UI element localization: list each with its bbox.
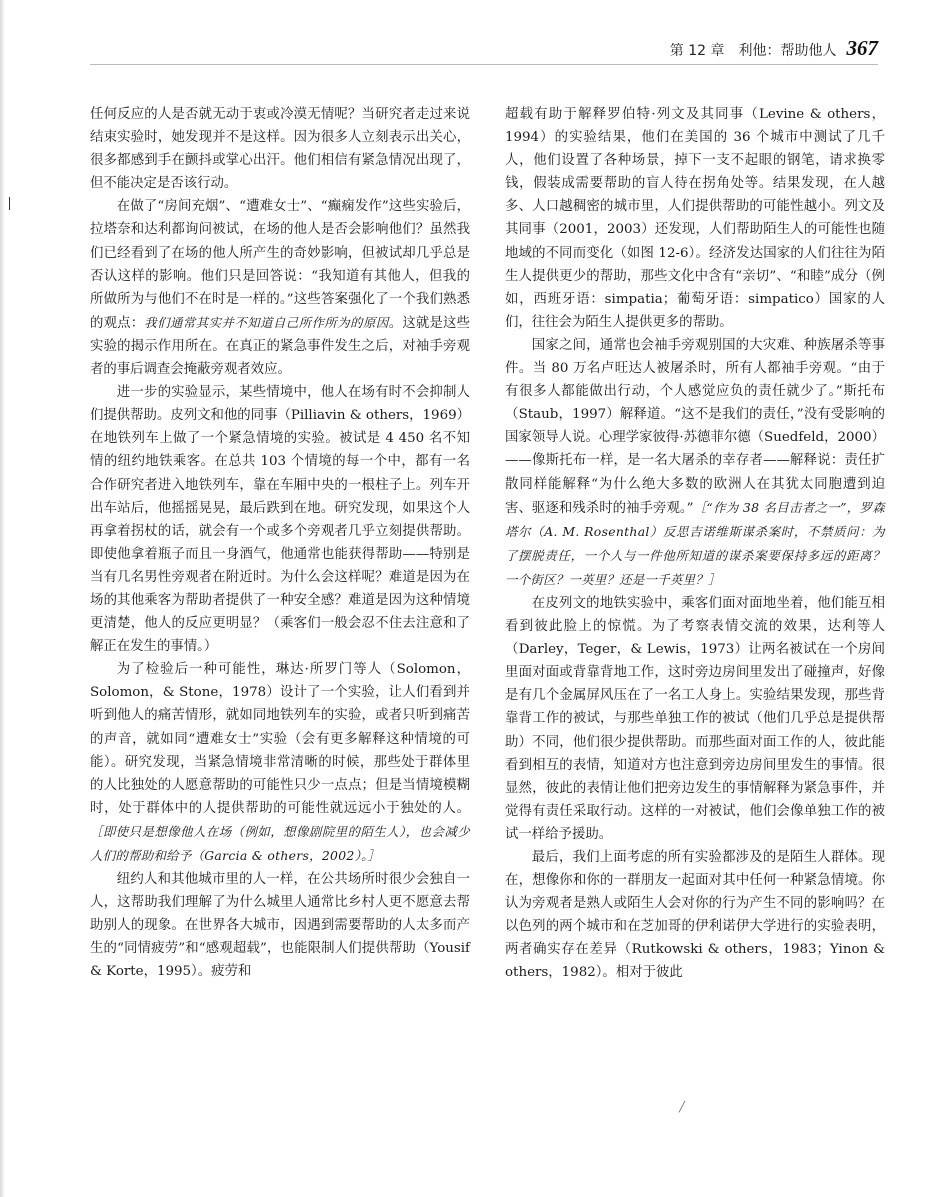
paragraph: 最后，我们上面考虑的所有实验都涉及的是陌生人群体。现在，想像你和你的一群朋友一起面对其中任何一种紧急情境。你认为旁观者是熟人或陌生人会对你的行为产生不同的影响吗？在以色列的两个城市和在芝加哥的伊利诺伊大学进行的实验表明，两者确实存在差异（Rutkowski & others，1983；Yinon & others，1982）。相对于彼此	[505, 850, 885, 981]
bracket-note: ［“作为 38 名目击者之一”，罗森塔尔（A. M. Rosenthal）反思吉诺维斯谋杀案时，不禁质问：为了摆脱责任，一个人与一件他所知道的谋杀案要保持多远的距离？一个街区？一英里？还是一千英里？］	[505, 499, 885, 587]
page-edge-shadow	[0, 0, 5, 1197]
header-rule	[90, 64, 878, 65]
paragraph	[505, 334, 885, 592]
scan-artifact-mark: ╱	[679, 1102, 686, 1113]
right-column	[505, 103, 885, 985]
chapter-title: 第 12 章 利他：帮助他人	[669, 43, 837, 59]
page-number: 367	[846, 36, 878, 60]
left-column	[90, 103, 470, 984]
paragraph-text: 在做了“房间充烟”、“遭难女士”、“癫痫发作”这些实验后，拉塔奈和达利都询问被试，在场的他人是否会影响他们？虽然我们已经看到了在场的他人所产生的奇妙影响，但被试却几乎总是否认这样的影响。他们只是回答说：“我知道有其他人，但我的所做所为与他们不在时是一样的。”这些答案强化了一个我们熟悉的观点：	[90, 199, 470, 331]
running-header	[670, 36, 878, 61]
paragraph	[90, 658, 470, 868]
paragraph-text: 。这就是这些实验的揭示作用所在。在真正的紧急事件发生之后，对袖手旁观者的事后调查会掩蔽旁观者效应。	[90, 315, 471, 378]
paragraph: 纽约人和其他城市里的人一样，在公共场所时很少会独自一人，这帮助我们理解了为什么城里人通常比乡村人更不愿意去帮助别人的现象。在世界各大城市，因遇到需要帮助的人太多而产生的“同情疲劳”和“感观超载”，也能限制人们提供帮助（Yousif & Korte，1995）。疲劳和	[90, 872, 470, 980]
paragraph	[90, 195, 470, 381]
paragraph: 超载有助于解释罗伯特·列文及其同事（Levine & others，1994）的实验结果，他们在美国的 36 个城市中测试了几千人，他们设置了各种场景，掉下一支不起眼的钢笔，请求换零钱，假装成需要帮助的盲人待在拐角处等。结果发现，在人越多、人口越稠密的城市里，人们提供帮助的可能性越小。列文及其同事（2001，2003）还发现，人们帮助陌生人的可能性也随地域的不同而变化（如图 12-6）。经济发达国家的人们往往为陌生人提供更少的帮助，那些文化中含有“亲切”、“和睦”成分（例如，西班牙语：simpatia；葡萄牙语：simpatico）国家的人们，往往会为陌生人提供更多的帮助。	[505, 107, 885, 330]
paragraph-text: 为了检验后一种可能性，琳达·所罗门等人（Solomon，Solomon，& Stone，1978）设计了一个实验，让人们看到并听到他人的痛苦情形，就如同地铁列车的实验，或者只听到痛苦的声音，就如同“遭难女士”实验（会有更多解释这种情境的可能）。研究发现，当紧急情境非常清晰的时候，那些处于群体里的人比独处的人愿意帮助的可能性只少一点点；但是当情境模糊时，处于群体中的人提供帮助的可能性就远远小于独处的人。	[90, 662, 470, 816]
paragraph: 在皮列文的地铁实验中，乘客们面对面地坐着，他们能互相看到彼此脸上的惊慌。为了考察表情交流的效果，达利等人（Darley，Teger，& Lewis，1973）让两名被试在一个房间里面对面或背靠背地工作，这时旁边房间里发出了碰撞声，好像是有几个金属屏风压在了一名工人身上。实验结果发现，那些背靠背工作的被试，与那些单独工作的被试（他们几乎总是提供帮助）不同，他们很少提供帮助。而那些面对面工作的人，彼此能看到相互的表情，知道对方也注意到旁边房间里发生的事情。很显然，彼此的表情让他们把旁边发生的事情解释为紧急事件，并觉得有责任采取行动。这样的一对被试，他们会像单独工作的被试一样给予援助。	[505, 595, 885, 842]
paragraph: 进一步的实验显示，某些情境中，他人在场有时不会抑制人们提供帮助。皮列文和他的同事（Pilliavin & others，1969）在地铁列车上做了一个紧急情境的实验。被试是 4 450 名不知情的纽约地铁乘客。在总共 103 个情境的每一个中，都有一名合作研究者进入地铁列车，靠在车厢中央的一根柱子上。列车开出车站后，他摇摇晃晃，最后跌到在地。研究发现，如果这个人再拿着拐杖的话，就会有一个或多个旁观者几乎立刻提供帮助。即使他拿着瓶子而且一身酒气，他通常也能获得帮助——特别是当有几名男性旁观者在附近时。为什么会这样呢？难道是因为在场的其他乘客为帮助者提供了一种安全感？难道是因为这种情境更清楚，他人的反应更明显？（乘客们一般会忍不住去注意和了解正在发生的事情。）	[90, 385, 471, 655]
margin-mark	[9, 197, 10, 210]
italic-emphasis: 我们通常其实并不知道自己所作所为的原因	[144, 314, 389, 330]
paragraph-text: 国家之间，通常也会袖手旁观别国的大灾难、种族屠杀等事件。当 80 万名卢旺达人被屠杀时，所有人都袖手旁观。“由于有很多人都能做出行动，个人感觉应负的责任就少了。”斯托布（Staub，1997）解释道。“这不是我们的责任，”没有受影响的国家领导人说。心理学家彼得·苏德菲尔德（Suedfeld，2000）——像斯托布一样，是一名大屠杀的幸存者——解释说：责任扩散同样能解释“为什么绝大多数的欧洲人在其犹太同胞遭到迫害、驱逐和残杀时的袖手旁观。”	[505, 337, 885, 516]
paragraph: 任何反应的人是否就无动于衷或冷漠无情呢？当研究者走过来说结束实验时，她发现并不是这样。因为很多人立刻表示出关心，很多都感到手在颤抖或掌心出汗。他们相信有紧急情况出现了，但不能决定是否该行动。	[90, 107, 470, 192]
bracket-note: ［即使只是想像他人在场（例如，想像剧院里的陌生人），也会减少人们的帮助和给予（Garcia & others，2002）。］	[90, 823, 470, 863]
